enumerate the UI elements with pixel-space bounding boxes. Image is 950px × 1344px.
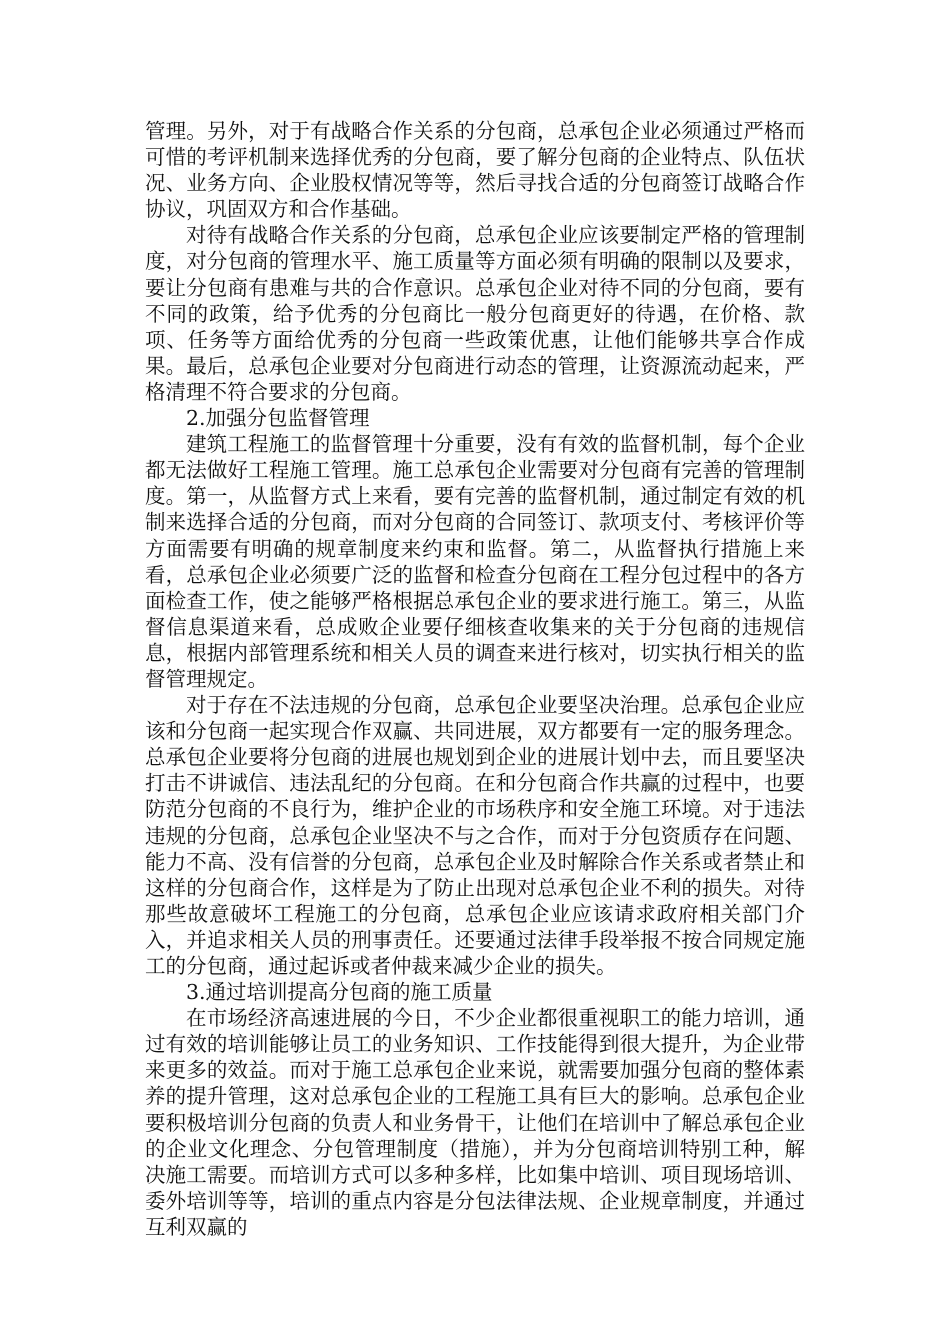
paragraph-strategic-partner-management: 对待有战略合作关系的分包商，总承包企业应该要制定严格的管理制度，对分包商的管理水平、施工质量等方面必须有明确的限制以及要求，要让分包商有患难与共的合作意识。总承包企业对待不同的分包商，要有不同的政策，给予优秀的分包商比一般分包商更好的待遇，在价格、款项、任务等方面给优秀的分包商一些政策优惠，让他们能够共享合作成果。最后，总承包企业要对分包商进行动态的管理，让资源流动起来，严格清理不符合要求的分包商。 <box>145 223 805 404</box>
paragraph-continuation: 管理。另外，对于有战略合作关系的分包商，总承包企业必须通过严格而可惜的考评机制来选择优秀的分包商，要了解分包商的企业特点、队伍状况、业务方向、企业股权情况等等，然后寻找合适的分包商签订战略合作协议，巩固双方和合作基础。 <box>145 119 805 222</box>
paragraph-violation-governance: 对于存在不法违规的分包商，总承包企业要坚决治理。总承包企业应该和分包商一起实现合作双赢、共同进展，双方都要有一定的服务理念。总承包企业要将分包商的进展也规划到企业的进展计划中去，而且要坚决打击不讲诚信、违法乱纪的分包商。在和分包商合作共赢的过程中，也要防范分包商的不良行为，维护企业的市场秩序和安全施工环境。对于违法违规的分包商，总承包企业坚决不与之合作，而对于分包资质存在问题、能力不高、没有信誉的分包商，总承包企业及时解除合作关系或者禁止和这样的分包商合作，这样是为了防止出现对总承包企业不利的损失。对待那些故意破坏工程施工的分包商，总承包企业应该请求政府相关部门介入，并追求相关人员的刑事责任。还要通过法律手段举报不按合同规定施工的分包商，通过起诉或者仲裁来减少企业的损失。 <box>145 693 805 978</box>
document-page <box>145 118 805 1240</box>
paragraph-training: 在市场经济高速进展的今日，不少企业都很重视职工的能力培训，通过有效的培训能够让员工的业务知识、工作技能得到很大提升，为企业带来更多的效益。而对于施工总承包企业来说，就需要加强分包商的整体素养的提升管理，这对总承包企业的工程施工具有巨大的影响。总承包企业要积极培训分包商的负责人和业务骨干，让他们在培训中了解总承包企业的企业文化理念、分包管理制度（措施），并为分包商培训特别工种，解决施工需要。而培训方式可以多种多样，比如集中培训、项目现场培训、委外培训等等，培训的重点内容是分包法律法规、企业规章制度，并通过互利双赢的 <box>145 1006 805 1239</box>
section-heading-training: 3.通过培训提高分包商的施工质量 <box>186 980 493 1005</box>
paragraph-supervision-mechanism: 建筑工程施工的监督管理十分重要，没有有效的监督机制，每个企业都无法做好工程施工管理。施工总承包企业需要对分包商有完善的管理制度。第一，从监督方式上来看，要有完善的监督机制，通过制定有效的机制来选择合适的分包商，而对分包商的合同签订、款项支付、考核评价等方面需要有明确的规章制度来约束和监督。第二，从监督执行措施上来看，总承包企业必须要广泛的监督和检查分包商在工程分包过程中的各方面检查工作，使之能够严格根据总承包企业的要求进行施工。第三，从监督信息渠道来看，总成败企业要仔细核查收集来的关于分包商的违规信息，根据内部管理系统和相关人员的调查来进行核对，切实执行相关的监督管理规定。 <box>145 432 805 691</box>
section-heading-supervision: 2.加强分包监督管理 <box>186 406 370 431</box>
